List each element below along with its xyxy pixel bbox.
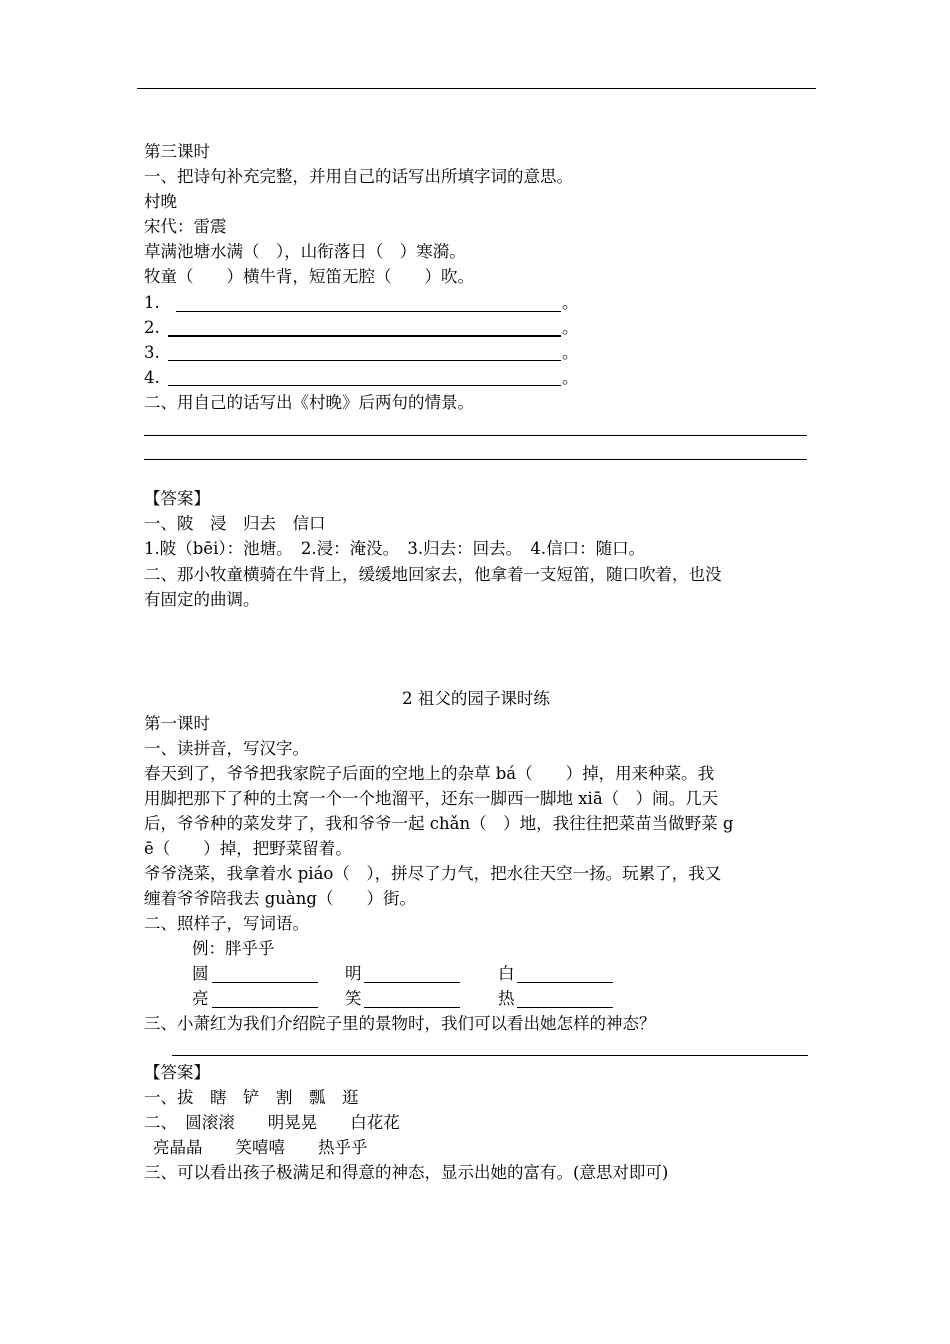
word-blank[interactable] [364,1007,460,1008]
lesson3-answer-1: 一、陂 浸 归去 信口 [144,514,326,533]
poem-author: 宋代：雷震 [144,217,227,236]
lesson-title: 2 祖父的园子课时练 [402,689,550,708]
header-rule [137,88,816,89]
answer-line[interactable] [172,1055,808,1056]
blank-period: 。 [562,318,579,337]
answer-blank-4[interactable] [168,385,561,386]
blank-label-3: 3. [144,343,160,362]
answer-line[interactable] [144,435,807,436]
lesson3-answer-2: 1.陂（bēi）：池塘。 2.浸：淹没。 3.归去：回去。 4.信口：随口。 [144,539,646,558]
passage-line-1: 春天到了，爷爷把我家院子后面的空地上的杂草 bá（ ）掉，用来种菜。我 [144,764,715,783]
word-prompt: 圆 [192,964,209,983]
word-prompt: 亮 [192,989,209,1008]
lesson3-title: 第三课时 [144,142,210,161]
word-blank[interactable] [517,982,613,983]
poem-title: 村晚 [144,192,177,211]
passage-line-5: 爷爷浇菜，我拿着水 piáo（ ），拼尽了力气，把水往天空一扬。玩累了，我又 [144,864,722,883]
word-prompt: 明 [345,964,362,983]
lesson1-question-3: 三、小萧红为我们介绍院子里的景物时，我们可以看出她怎样的神态？ [144,1014,656,1033]
lesson1-answer-1: 一、拔 瞎 铲 割 瓢 逛 [144,1088,359,1107]
word-blank[interactable] [212,1007,318,1008]
word-prompt: 白 [498,964,515,983]
blank-period: 。 [562,293,579,312]
word-blank[interactable] [517,1007,613,1008]
lesson1-answer-3: 三、可以看出孩子极满足和得意的神态，显示出她的富有。(意思对即可) [144,1163,669,1182]
poem-line-2: 牧童（ ）横牛背，短笛无腔（ ）吹。 [144,267,474,286]
word-prompt: 热 [498,989,515,1008]
blank-period: 。 [562,368,579,387]
lesson3-question-1: 一、把诗句补充完整，并用自己的话写出所填字词的意思。 [144,167,573,186]
lesson3-answer-3-line1: 二、那小牧童横骑在牛背上，缓缓地回家去，他拿着一支短笛，随口吹着，也没 [144,565,722,584]
lesson1-question-1: 一、读拼音，写汉字。 [144,739,309,758]
lesson1-answer-heading: 【答案】 [144,1063,210,1082]
passage-line-4: ē（ ）掉，把野菜留着。 [144,839,352,858]
lesson1-question-2: 二、照样子，写词语。 [144,914,309,933]
answer-blank-1[interactable] [176,311,561,312]
lesson3-answer-3-line2: 有固定的曲调。 [144,590,260,609]
blank-label-1: 1. [144,293,160,312]
lesson1-title: 第一课时 [144,714,210,733]
word-blank[interactable] [212,982,318,983]
answer-line[interactable] [144,459,807,460]
word-blank[interactable] [364,982,460,983]
lesson3-question-2: 二、用自己的话写出《村晚》后两句的情景。 [144,393,474,412]
lesson3-answer-heading: 【答案】 [144,489,210,508]
passage-line-3: 后，爷爷种的菜发芽了，我和爷爷一起 chǎn（ ）地，我往往把菜苗当做野菜 g [144,814,734,833]
word-example: 例：胖乎乎 [192,939,275,958]
passage-line-6: 缠着爷爷陪我去 guàng（ ）街。 [144,889,416,908]
blank-label-2: 2. [144,318,160,337]
blank-period: 。 [562,343,579,362]
lesson1-answer-2: 二、 圆滚滚 明晃晃 白花花 [144,1113,400,1132]
blank-label-4: 4. [144,368,160,387]
answer-blank-3[interactable] [168,360,561,361]
passage-line-2: 用脚把那下了种的土窝一个一个地溜平，还东一脚西一脚地 xiā（ ）闹。几天 [144,789,719,808]
poem-line-1: 草满池塘水满（ ），山衔落日（ ）寒漪。 [144,242,466,261]
lesson1-answer-2b: 亮晶晶 笑嘻嘻 热乎乎 [153,1138,368,1157]
word-prompt: 笑 [345,989,362,1008]
answer-blank-2[interactable] [168,335,561,337]
